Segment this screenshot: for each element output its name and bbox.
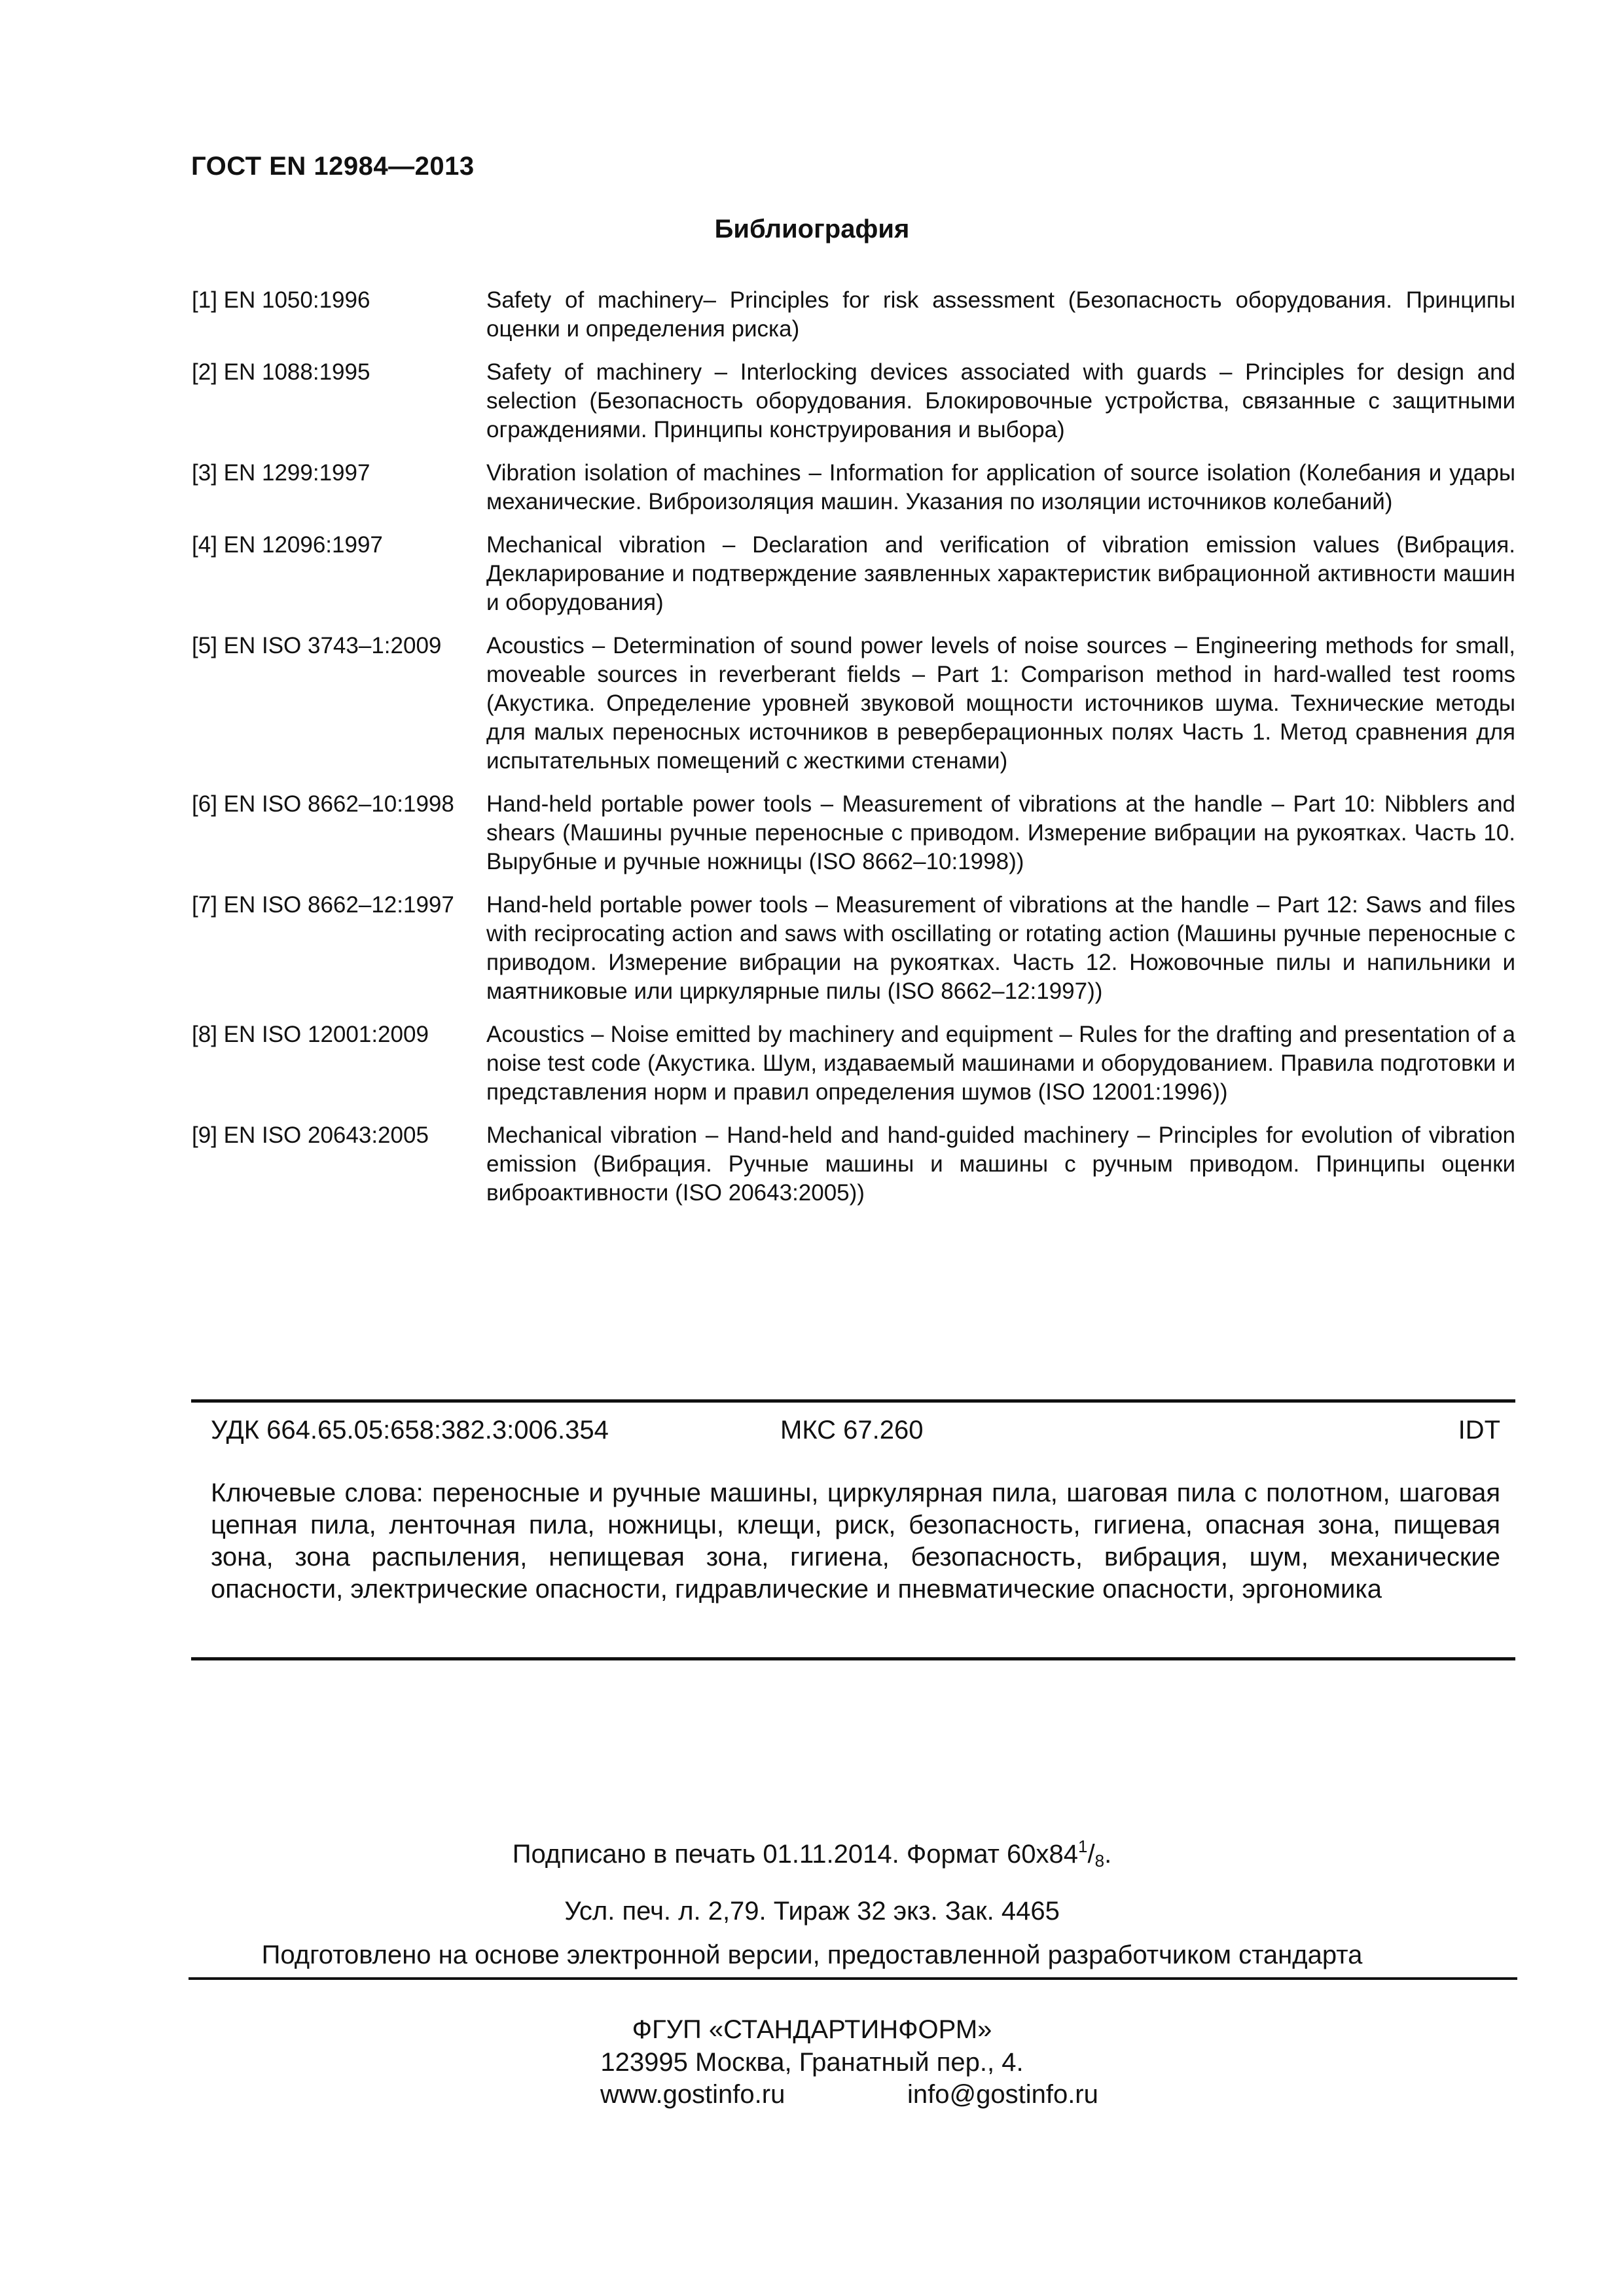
signed-text: Подписано в печать 01.11.2014. Формат 60х84 [512,1840,1079,1869]
bibliography-item [192,1020,1515,1107]
bibliography-item [192,531,1515,617]
reference-id: [1] EN 1050:1996 [192,287,370,313]
reference-id: [8] EN ISO 12001:2009 [192,1022,429,1047]
prepared-note: Подготовлено на основе электронной версии, предоставленной разработчиком стандарта [261,1941,1363,1969]
reference-text: Vibration isolation of machines – Information for application of source isolation (Колебания и удары механические. Виброизоляция машин. Указания по изоляции источников колебаний) [486,460,1515,514]
reference-text: Mechanical vibration – Hand-held and hand-guided machinery – Principles for evolution of vibration emission (Вибрация. Ручные машины и машины с ручным приводом. Принципы оценки виброактивности (ISO 20643:2005)) [486,1122,1515,1206]
keywords: Ключевые слова: переносные и ручные машины, циркулярная пила, шаговая пила с полотном, шаговая цепная пила, ленточная пила, ножницы, клещи, риск, безопасность, гигиена, опасная зона, пищевая зона, зона распыления, непищевая зона, гигиена, безопасность, вибрация, шум, механические опасности, электрические опасности, гидравлические и пневматические опасности, эргономика [211,1479,1500,1604]
signed-for-print: Подписано в печать 01.11.2014. Формат $60х84^1/_8$. [512,1837,1112,1871]
reference-id: [9] EN ISO 20643:2005 [192,1122,429,1148]
divider-top [191,1399,1515,1403]
bibliography-item [192,358,1515,444]
bibliography-item [192,459,1515,516]
reference-text: Hand-held portable power tools – Measurement of vibrations at the handle – Part 12: Saws and files with reciprocating action and saws with oscillating or rotating action (Машины ручные переносные с приводом. Измерение вибрации на рукоятках. Часть 12. Ножовочные пилы и напильники и маятниковые или циркулярные пилы (ISO 8662–12:1997)) [486,892,1515,1004]
idt-code: IDT [1458,1416,1500,1444]
bibliography-title: Библиография [714,215,910,243]
reference-id: [3] EN 1299:1997 [192,460,370,486]
classification-row [211,1416,1500,1455]
divider-imprint [189,1977,1517,1980]
publisher-address: 123995 Москва, Гранатный пер., 4. [600,2048,1024,2077]
document-code: ГОСТ EN 12984—2013 [191,152,475,181]
reference-id: [5] EN ISO 3743–1:2009 [192,633,442,658]
reference-id: [2] EN 1088:1995 [192,359,370,385]
bibliography-item [192,286,1515,344]
format-denominator: 8 [1094,1851,1105,1871]
reference-text: Acoustics – Determination of sound power levels of noise sources – Engineering methods for small, moveable sources in reverberant fields – Part 1: Comparison method in hard-walled test rooms (Акустика. Определение уровней звуковой мощности источников шума. Технические методы для малых переносных источников в реверберационных полях Часть 1. Метод сравнения для испытательных помещений с жесткими стенами) [486,633,1515,774]
reference-id: [6] EN ISO 8662–10:1998 [192,791,454,817]
udk-code: УДК 664.65.05:658:382.3:006.354 [211,1416,609,1444]
reference-text: Hand-held portable power tools – Measurement of vibrations at the handle – Part 10: Nibblers and shears (Машины ручные переносные с приводом. Измерение вибрации на рукоятках. Часть 10. Вырубные и ручные ножницы (ISO 8662–10:1998)) [486,791,1515,874]
format-numerator: 1 [1078,1837,1088,1856]
bibliography-list [192,286,1515,1222]
bibliography-item [192,632,1515,776]
reference-text: Safety of machinery – Interlocking devices associated with guards – Principles for design and selection (Безопасность оборудования. Блокировочные устройства, связанные с защитными ограждениями. Принципы конструирования и выбора) [486,359,1515,442]
divider-middle [191,1657,1515,1660]
reference-id: [4] EN 12096:1997 [192,532,383,558]
reference-text: Acoustics – Noise emitted by machinery and equipment – Rules for the drafting and presentation of a noise test code (Акустика. Шум, издаваемый машинами и оборудованием. Правила подготовки и представления норм и правил определения шумов (ISO 12001:1996)) [486,1022,1515,1105]
mks-code: МКС 67.260 [780,1416,924,1444]
reference-text: Mechanical vibration – Declaration and verification of vibration emission values (Вибрация. Декларирование и подтверждение заявленных характеристик вибрационной активности машин и оборудования) [486,532,1515,615]
bibliography-item [192,1121,1515,1208]
reference-text: Safety of machinery– Principles for risk assessment (Безопасность оборудования. Принципы оценки и определения риска) [486,287,1515,342]
bibliography-item [192,891,1515,1006]
email-link[interactable]: info@gostinfo.ru [907,2080,1098,2109]
signed-end: . [1104,1840,1112,1869]
website-link[interactable]: www.gostinfo.ru [600,2080,785,2109]
print-info: Усл. печ. л. 2,79. Тираж 32 экз. Зак. 4465 [564,1897,1060,1926]
publisher-name: ФГУП «СТАНДАРТИНФОРМ» [632,2015,992,2044]
reference-id: [7] EN ISO 8662–12:1997 [192,892,454,918]
publisher-contacts [0,2080,1624,2113]
bibliography-item [192,790,1515,876]
